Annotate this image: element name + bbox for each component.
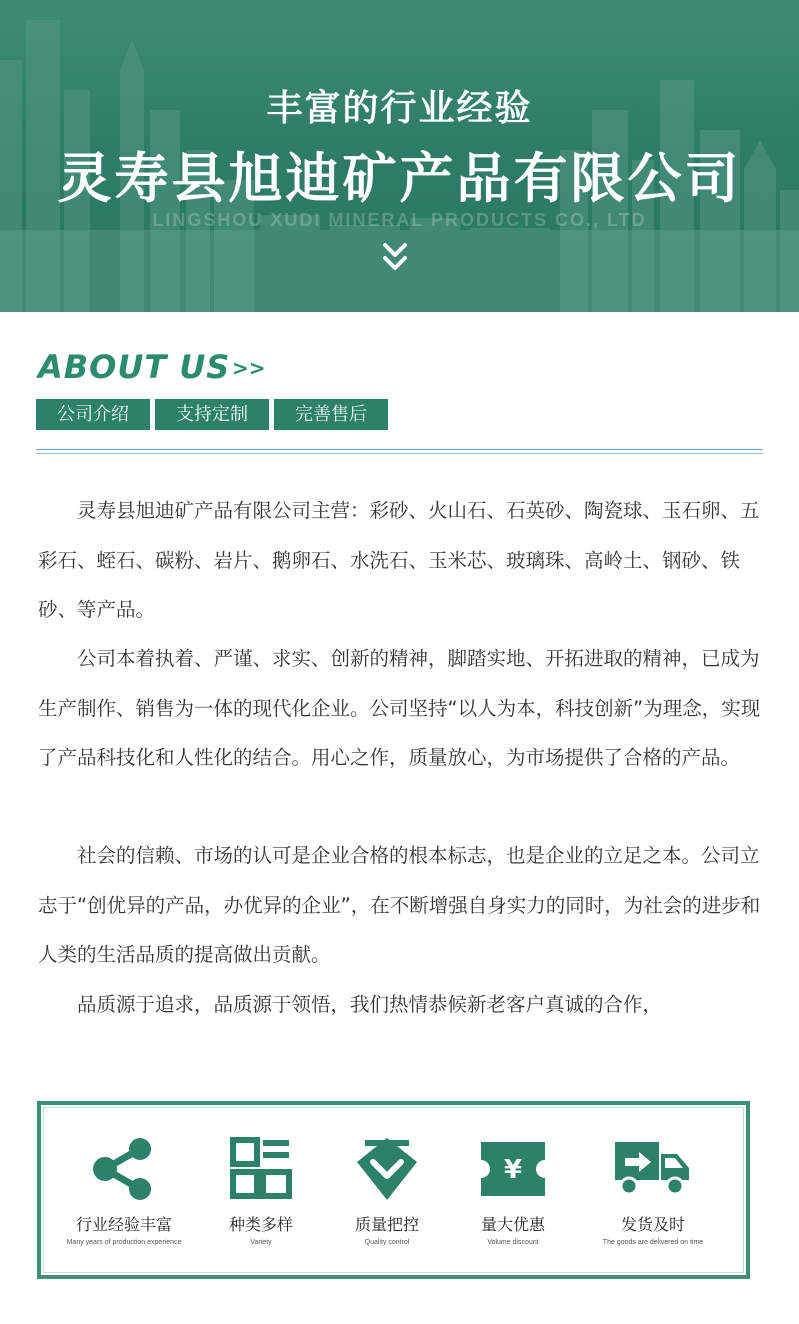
feature-english: The goods are delivered on time [602, 1239, 704, 1246]
feature-experience [59, 1136, 189, 1248]
feature-label: 量大优惠 [480, 1215, 545, 1234]
feature-english: Volume discount [487, 1239, 539, 1246]
company-name-title: 灵寿县旭迪矿产品有限公司 [57, 147, 742, 210]
divider-line [36, 449, 763, 450]
feature-english: Variety [250, 1239, 272, 1246]
intro-paragraph: 品质源于追求，品质源于领悟，我们热情恭候新老客户真诚的合作， [77, 993, 663, 1016]
feature-variety [196, 1136, 326, 1248]
feature-delivery [588, 1136, 718, 1248]
svg-text:¥: ¥ [503, 1155, 523, 1185]
intro-paragraph: 灵寿县旭迪矿产品有限公司主营：彩砂、火山石、石英砂、陶瓷球、玉石卵、五彩石、蛭石、碳粉、岩片、鹅卵石、水洗石、玉米芯、玻璃珠、高岭土、钢砂、铁砂、等产品。 [38, 499, 760, 621]
checkmark-shield-icon [351, 1136, 423, 1202]
feature-quality [322, 1136, 452, 1248]
share-icon [88, 1136, 160, 1202]
divider-line [36, 453, 763, 454]
intro-paragraph: 公司本着执着、严谨、求实、创新的精神，脚踏实地、开拓进取的精神，已成为生产制作、销售为一体的现代化企业。公司坚持“以人为本，科技创新”为理念，实现了产品科技化和人性化的结合。用心之作，质量放心，为市场提供了合格的产品。 [38, 647, 761, 769]
double-chevron-down-icon[interactable] [380, 240, 410, 274]
about-us-heading: ABOUT US [38, 348, 231, 386]
grid-layout-icon [225, 1136, 297, 1202]
feature-english: Many years of production experience [66, 1239, 182, 1246]
intro-paragraph: 社会的信赖、市场的认可是企业合格的根本标志，也是企业的立足之本。公司立志于“创优异的产品，办优异的企业”，在不断增强自身实力的同时，为社会的进步和人类的生活品质的提高做出贡献。 [38, 844, 761, 966]
feature-label: 种类多样 [228, 1215, 293, 1234]
feature-label: 质量把控 [354, 1215, 419, 1234]
feature-discount [448, 1136, 578, 1248]
feature-label: 发货及时 [620, 1215, 685, 1234]
tab-customization[interactable]: 支持定制 [155, 399, 269, 430]
tab-after-sales[interactable]: 完善售后 [274, 399, 388, 430]
feature-label: 行业经验丰富 [75, 1215, 172, 1234]
hero-banner [0, 0, 799, 312]
banner-subtitle: 丰富的行业经验 [266, 88, 533, 129]
delivery-truck-icon [613, 1136, 693, 1202]
company-english-name: LINGSHOU XUDI MINERAL PRODUCTS CO., LTD [152, 210, 647, 230]
yen-ticket-icon [477, 1136, 549, 1202]
tab-company-intro[interactable]: 公司介绍 [36, 399, 150, 430]
about-arrows: >> [232, 356, 266, 380]
feature-english: Quality control [364, 1239, 410, 1246]
